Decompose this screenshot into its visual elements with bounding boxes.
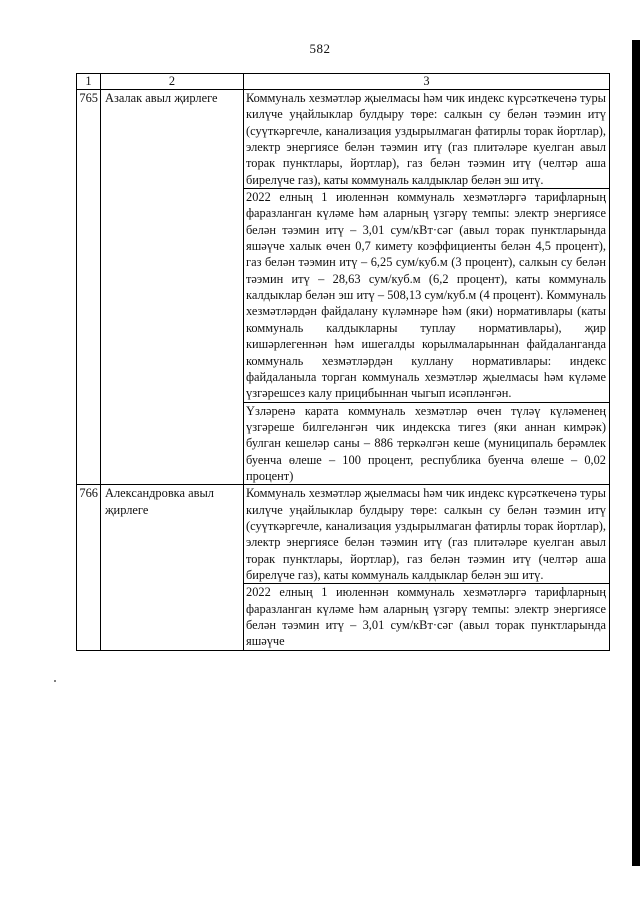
description-paragraph: 2022 елның 1 июленнән коммуналь хезмәтләргә тарифларның фаразланган күләме һәм аларның үзгәрү темпы: электр энергиясе белән тәэмин итү – 3,01 сум/кВт·сәг (авыл торак пунктларында яшәүче bbox=[246, 585, 606, 649]
document-table bbox=[76, 73, 610, 651]
description-cell bbox=[244, 90, 610, 485]
table-row bbox=[77, 90, 610, 485]
scan-speck bbox=[54, 680, 56, 682]
row-number: 766 bbox=[77, 485, 101, 650]
header-col-3: 3 bbox=[244, 74, 610, 90]
settlement-name: Азалак авыл җирлеге bbox=[101, 90, 244, 485]
row-number: 765 bbox=[77, 90, 101, 485]
settlement-name: Александровка авыл җирлеге bbox=[101, 485, 244, 650]
description-paragraph: Коммуналь хезмәтләр җыелмасы һәм чик индекс күрсәткеченә туры килүче уңайлыклар булдыру төре: салкын су белән тәэмин итү (суүткәргечле, канализация уздырылмаган фатирлы торак йортлар), электр энергиясе белән тәэмин итү (газ плитәләре куелган авыл торак пунктлары, йортлар), газ белән тәэмин итү (челтәр аша бирелүче газ), каты коммуналь калдыклар белән эш итү. bbox=[246, 91, 606, 187]
description-paragraph: Коммуналь хезмәтләр җыелмасы һәм чик индекс күрсәткеченә туры килүче уңайлыклар булдыру төре: салкын су белән тәэмин итү (суүткәргечле, канализация уздырылмаган фатирлы торак йортлар), электр энергиясе белән тәэмин итү (газ плитәләре куелган авыл торак пунктлары, йортлар), газ белән тәэмин итү (челтәр аша бирелүче газ), каты коммуналь калдыклар белән эш итү. bbox=[246, 486, 606, 582]
scan-edge-bar bbox=[632, 40, 640, 866]
header-col-1: 1 bbox=[77, 74, 101, 90]
header-col-2: 2 bbox=[101, 74, 244, 90]
description-paragraph: 2022 елның 1 июленнән коммуналь хезмәтләргә тарифларның фаразланган күләме һәм аларның үзгәрү темпы: электр энергиясе белән тәэмин итү – 3,01 сум/кВт·сәг (авыл торак пунктларында яшәүче халык өчен 0,7 кимету коэффициенты белән 4,5 процент), газ белән тәэмин итү – 6,25 сум/куб.м (3 процент), салкын су белән тәэмин итү – 28,63 сум/куб.м (6,2 процент), каты коммуналь калдыклар белән эш итү – 508,13 сум/куб.м (4 процент). Коммуналь хезмәтләрдән файдалану күләмнәре һәм (яки) нормативлары (каты коммуналь калдыкларны туплау нормативлары), җир кишәрлегеннән һәм ишегалды корылмаларыннан файдаланганда коммуналь хезмәтләрдән куллану нормативлары: индекс файдаланыла торган коммуналь хезмәтләр җыелмасы һәм күләме үзгәрешсез калу прицибыннан чыгып исәпләнгән. bbox=[246, 190, 606, 401]
table-header-row bbox=[77, 74, 610, 90]
page-number: 582 bbox=[309, 41, 331, 56]
table-row bbox=[77, 485, 610, 650]
description-paragraph: Үзләренә карата коммуналь хезмәтләр өчен түләү күләменең үзгәреше билгеләнгән чик индекска тигез (яки аннан кимрәк) булган кешеләр саны – 886 теркәлгән кеше (муниципаль берәмлек буенча өлеше – 100 процент, республика буенча өлеше – 0,02 процент) bbox=[246, 403, 606, 483]
description-cell bbox=[244, 485, 610, 650]
